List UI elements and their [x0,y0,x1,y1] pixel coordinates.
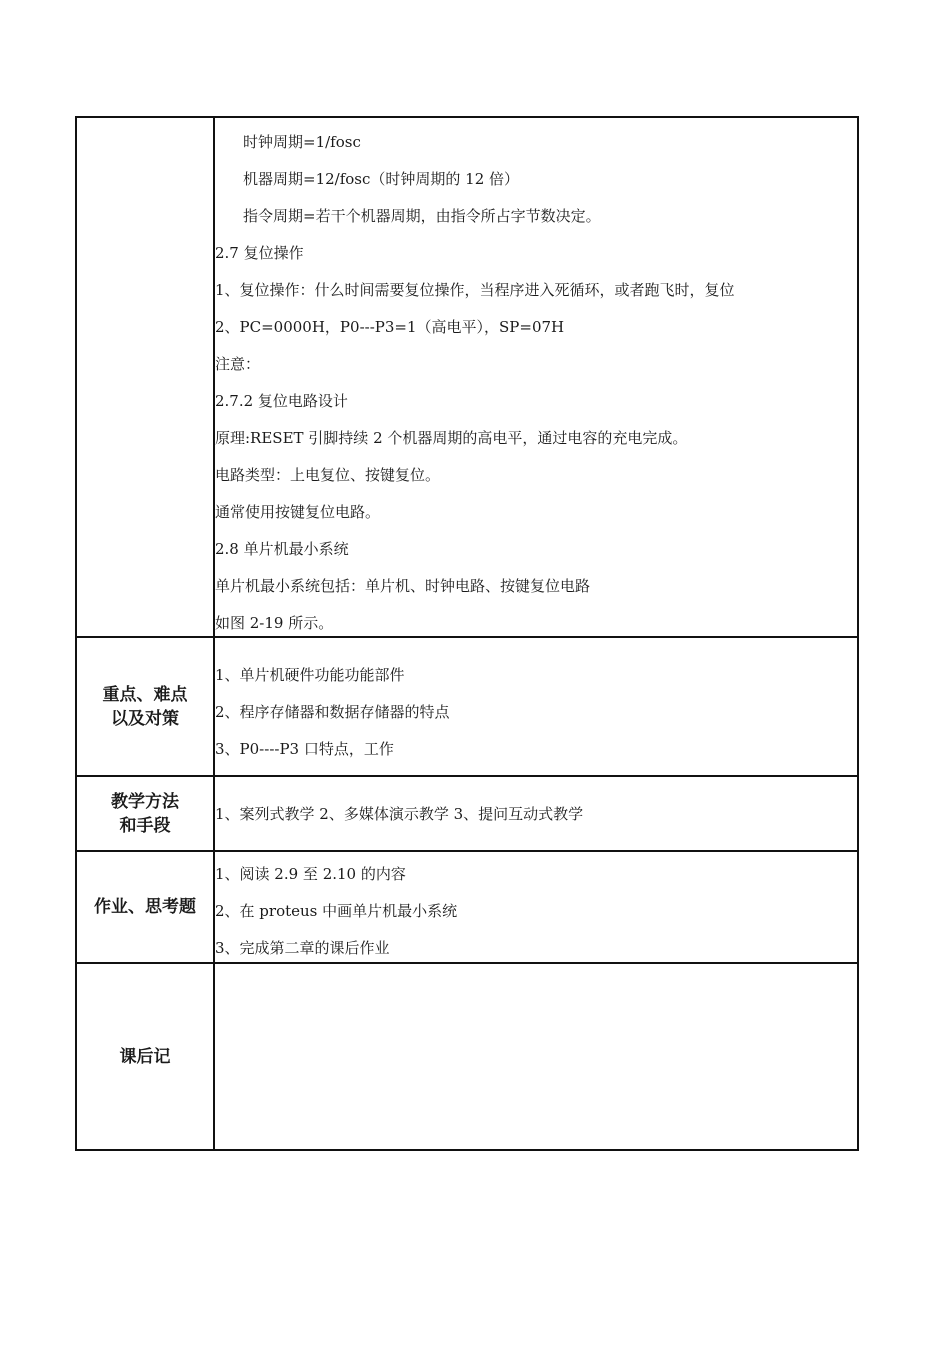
key-point-item: 3、P0----P3 口特点，工作 [215,740,394,758]
after-class-cell [214,963,858,1150]
text-line: 如图 2-19 所示。 [215,614,334,632]
section-heading: 2.8 单片机最小系统 [215,540,349,558]
content-row [76,117,858,637]
content-cell [214,117,858,637]
text-line: 原理:RESET 引脚持续 2 个机器周期的高电平，通过电容的充电完成。 [215,429,688,447]
text-line: 通常使用按键复位电路。 [215,503,381,521]
text-line: 注意： [215,355,261,373]
text-line: 指令周期=若干个机器周期，由指令所占字节数决定。 [243,207,601,225]
key-points-row [76,637,858,776]
text-line: 机器周期=12/fosc（时钟周期的 12 倍） [243,170,520,188]
teaching-methods-cell [214,776,858,851]
key-points-cell [214,637,858,776]
teaching-methods-text: 1、案列式教学 2、多媒体演示教学 3、提问互动式教学 [215,804,584,823]
text-line: 单片机最小系统包括：单片机、时钟电路、按键复位电路 [215,577,591,595]
section-heading: 2.7 复位操作 [215,244,304,262]
after-class-row [76,963,858,1150]
homework-item: 3、完成第二章的课后作业 [215,939,390,957]
text-line: 时钟周期=1/fosc [243,133,361,151]
homework-item: 1、阅读 2.9 至 2.10 的内容 [215,865,406,883]
text-line: 2、PC=0000H，P0---P3=1（高电平），SP=07H [215,318,565,336]
homework-row [76,851,858,963]
homework-cell [214,851,858,963]
after-class-label: 课后记 [76,963,214,1150]
teaching-methods-label-line1: 教学方法 [111,791,179,812]
teaching-methods-label-line2: 和手段 [119,815,171,836]
key-point-item: 1、单片机硬件功能功能部件 [215,666,405,684]
homework-item: 2、在 proteus 中画单片机最小系统 [215,902,458,920]
content-row-label [76,117,214,637]
teaching-methods-row [76,776,858,851]
teaching-methods-label [76,776,214,851]
key-points-label-line2: 以及对策 [111,708,179,729]
text-line: 电路类型：上电复位、按键复位。 [215,466,441,484]
lesson-plan-table [75,116,859,1151]
section-heading: 2.7.2 复位电路设计 [215,392,348,410]
key-points-label-line1: 重点、难点 [102,684,188,705]
key-points-label [76,637,214,776]
homework-label: 作业、思考题 [76,851,214,963]
key-point-item: 2、程序存储器和数据存储器的特点 [215,703,450,721]
text-line: 1、复位操作：什么时间需要复位操作，当程序进入死循环，或者跑飞时，复位 [215,281,735,299]
